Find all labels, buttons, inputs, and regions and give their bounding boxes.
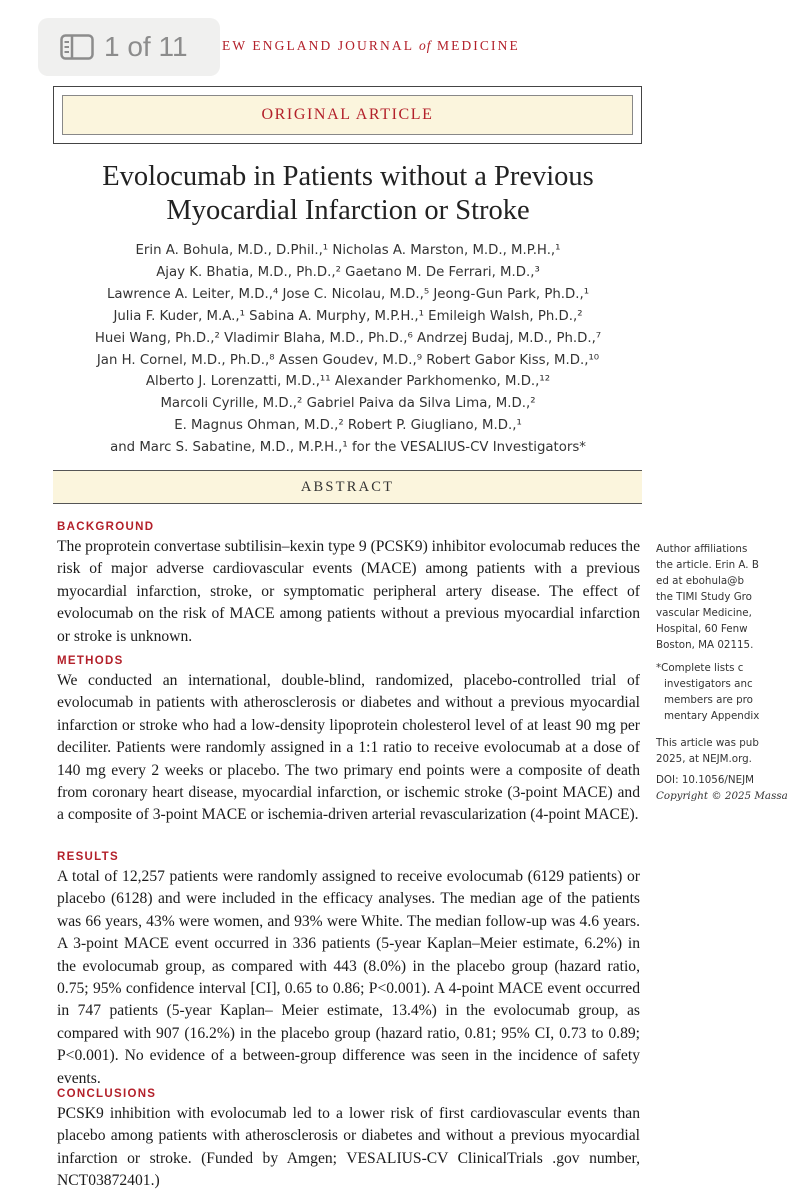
author-line: Ajay K. Bhatia, M.D., Ph.D.,² Gaetano M. De Ferrari, M.D.,³ [156, 264, 540, 280]
article-type-label: ORIGINAL ARTICLE [62, 95, 633, 135]
background-text: The proprotein convertase subtilisin–kexin type 9 (PCSK9) inhibitor evolocumab reduces the risk of major adverse cardiovascular events (MACE) among patients with a previous myocardial infarction, stroke, or symptomatic peripheral artery disease. The effect of evolocumab on the risk of MACE among patients without a previous myocardial infarction or stroke is unknown. [57, 538, 640, 645]
results-text: A total of 12,257 patients were randomly assigned to receive evolocumab (6129 patients) or placebo (6128) and were included in the efficacy analyses. The median age of the patients was 66 years, 43% were women, and 93% were White. The median follow-up was 4.6 years. A 3-point MACE event occurred in 336 patients (5-year Kaplan–Meier estimate, 6.2%) in the evolocumab group, as compared with 443 (8.0%) in the placebo group (hazard ratio, 0.75; 95% confidence interval [CI], 0.65 to 0.86; P<0.001). A 4-point MACE event occurred in 747 patients (5-year Kaplan– Meier estimate, 13.4%) in the evolocumab group, as compared with 907 (16.2%) in the placebo group (hazard ratio, 0.81; 95% CI, 0.73 to 0.89; P<0.001). No evidence of a between-group difference was seen in the incidence of safety events. [57, 868, 640, 1087]
methods-heading: METHODS [57, 655, 124, 667]
journal-name: EW ENGLAND JOURNAL of MEDICINE [222, 38, 520, 53]
author-line: Lawrence A. Leiter, M.D.,⁴ Jose C. Nicolau, M.D.,⁵ Jeong-Gun Park, Ph.D.,¹ [106, 286, 590, 302]
author-line: Julia F. Kuder, M.A.,¹ Sabina A. Murphy, M.P.H.,¹ Emileigh Walsh, Ph.D.,² [113, 308, 583, 324]
conclusions-text: PCSK9 inhibition with evolocumab led to a lower risk of first cardiovascular events than placebo among patients with atherosclerosis or diabetes and without a previous myocardial infarction or stroke. (Funded by Amgen; VESALIUS-CV ClinicalTrials .gov number, NCT03872401.) [57, 1105, 640, 1190]
abstract-heading: ABSTRACT [53, 470, 642, 504]
investigators-note: *Complete lists c investigators anc members are pro mentary Appendix [656, 662, 760, 722]
author-list [40, 240, 656, 459]
sidebar-panel-icon [60, 34, 94, 60]
background-heading: BACKGROUND [57, 521, 155, 533]
author-line: Alberto J. Lorenzatti, M.D.,¹¹ Alexander Parkhomenko, M.D.,¹² [145, 374, 551, 390]
methods-text: We conducted an international, double-blind, randomized, placebo-controlled trial of evolocumab in patients with atherosclerosis or diabetes and without a previous myocardial infarction or stroke who had a low-density lipoprotein cholesterol level of at least 90 mg per deciliter. Patients were randomly assigned in a 1:1 ratio to receive evolocumab at a dose of 140 mg every 2 weeks or placebo. The two primary end points were a composite of death from coronary heart disease, myocardial infarction, or ischemic stroke (3-point MACE) and a composite of 3-point MACE or ischemia-driven arterial revascularization (4-point MACE). [57, 672, 640, 824]
author-line: Erin A. Bohula, M.D., D.Phil.,¹ Nicholas A. Marston, M.D., M.P.H.,¹ [135, 243, 561, 258]
title-line: Evolocumab in Patients without a Previous [102, 161, 594, 192]
publication-note: This article was pub 2025, at NEJM.org. [656, 737, 759, 765]
results-heading: RESULTS [57, 851, 119, 863]
page-indicator-text: 1 of 11 [104, 31, 188, 62]
article-title [0, 160, 696, 228]
doi-note: DOI: 10.1056/NEJM Copyright © 2025 Massa [656, 774, 788, 802]
title-line: Myocardial Infarction or Stroke [166, 195, 530, 226]
page-indicator[interactable] [38, 18, 220, 76]
author-line: E. Magnus Ohman, M.D.,² Robert P. Giugliano, M.D.,¹ [174, 418, 522, 434]
author-line: Huei Wang, Ph.D.,² Vladimir Blaha, M.D., Ph.D.,⁶ Andrzej Budaj, M.D., Ph.D.,⁷ [94, 330, 602, 346]
author-line: Jan H. Cornel, M.D., Ph.D.,⁸ Assen Goudev, M.D.,⁹ Robert Gabor Kiss, M.D.,¹⁰ [96, 352, 600, 368]
conclusions-heading: CONCLUSIONS [57, 1088, 157, 1100]
author-line: and Marc S. Sabatine, M.D., M.P.H.,¹ for the VESALIUS-CV Investigators* [110, 440, 586, 456]
author-affiliations-note: Author affiliations the article. Erin A. B ed at ebohula@b the TIMI Study Gro vascular Medicine, Hospital, 60 Fenw Boston, MA 02115. [656, 543, 759, 651]
author-line: Marcoli Cyrille, M.D.,² Gabriel Paiva da Silva Lima, M.D.,² [160, 396, 536, 412]
